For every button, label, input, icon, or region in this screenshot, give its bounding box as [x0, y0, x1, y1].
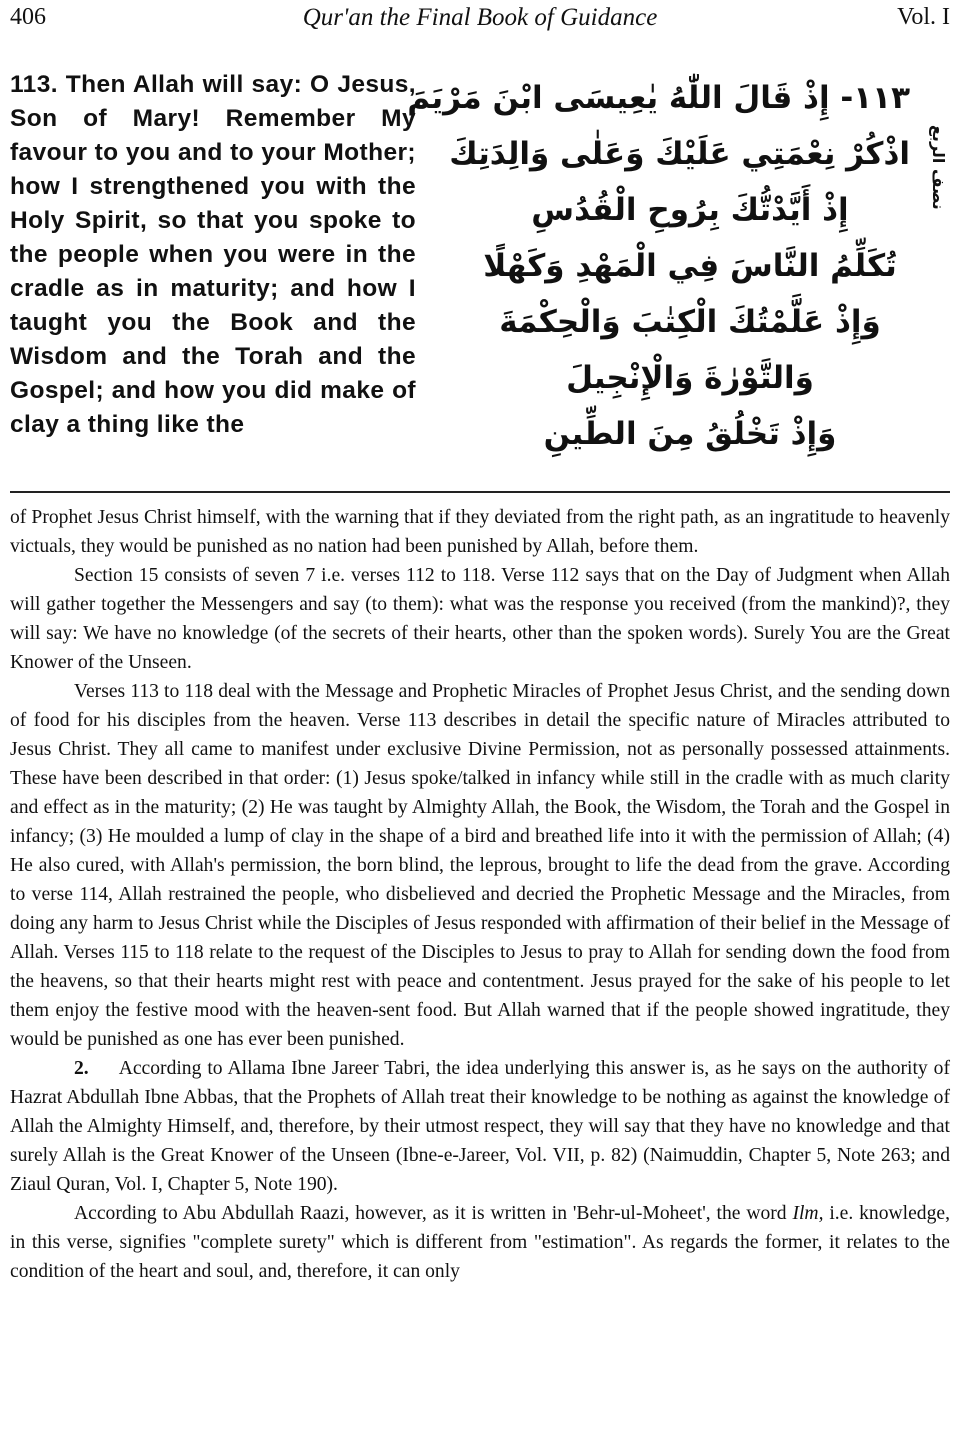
- margin-note: نصف الربع: [929, 124, 948, 210]
- section-divider: [10, 491, 950, 493]
- continuation-paragraph: of Prophet Jesus Christ himself, with the warning that if they deviated from the right path, as an ingratitude to heavenly victuals, they would be punished as no nation had been punished by Allah, before them.: [10, 507, 950, 557]
- verse-arabic: [407, 70, 910, 462]
- arabic-line: اذْكُرْ نِعْمَتِي عَلَيْكَ وَعَلٰى وَالِدَتِكَ: [449, 136, 910, 172]
- book-title: Qur'an the Final Book of Guidance: [302, 4, 658, 31]
- arabic-line: إِذْ أَيَّدْتُّكَ بِرُوحِ الْقُدُسِ: [531, 192, 849, 228]
- raazi-text-2: i.e. knowledge, in this verse, signifies "complete surety" which is different from "estimation". As regards the former, it relates to the condition of the heart and soul, and, therefore, it can only: [10, 1203, 951, 1282]
- commentary: [10, 503, 950, 1286]
- verse-translation-text: 113. Then Allah will say: O Jesus, Son of Mary! Remember My favour to you and to your Mother; how I strengthened you with the Holy Spirit, so that you spoke to the people when you were in the cradle as in maturity; and how I taught you the Book and the Wisdom and the Torah and the Gospel; and how you did make of clay a thing like the: [10, 71, 416, 438]
- volume-label: Vol. I: [897, 4, 950, 30]
- arabic-line: وَالتَّوْرٰةَ وَالْإِنْجِيلَ: [566, 360, 814, 396]
- verse-translation: [10, 68, 416, 442]
- arabic-line: وَإِذْ عَلَّمْتُكَ الْكِتٰبَ وَالْحِكْمَةَ: [499, 304, 881, 340]
- page-number: 406: [10, 4, 46, 30]
- raazi-paragraph: [10, 1199, 950, 1286]
- note-paragraph: [10, 1054, 950, 1199]
- arabic-line: وَإِذْ تَخْلُقُ مِنَ الطِّينِ: [543, 416, 837, 452]
- raazi-term: Ilm,: [792, 1203, 824, 1224]
- section-paragraph: Section 15 consists of seven 7 i.e. verses 112 to 118. Verse 112 says that on the Day of Judgment when Allah will gather together the Messengers and say (to them): what was the response you received (from the mankind)?, they will say: We have no knowledge (of the secrets of their hearts, other than the spoken words). Surely You are the Great Knower of the Unseen.: [10, 565, 950, 673]
- note-text: According to Allama Ibne Jareer Tabri, the idea underlying this answer is, as he says on the authority of Hazrat Abdullah Ibne Abbas, that the Prophets of Allah treat their knowledge to be nothing as against the knowledge of Allah the Almighty Himself, and, therefore, by their utmost respect, they will say that they have no knowledge and that surely Allah is the Great Knower of the Unseen (Ibne-e-Jareer, Vol. VII, p. 82) (Naimuddin, Chapter 5, Note 263; and Ziaul Quran, Vol. I, Chapter 5, Note 190).: [10, 1058, 950, 1195]
- note-number: 2.: [74, 1058, 89, 1079]
- arabic-line: ١١٣- إِذْ قَالَ اللّٰهُ يٰعِيسَى ابْنَ مَرْيَمَ: [407, 80, 910, 116]
- page-header: [10, 4, 950, 34]
- verses-paragraph: Verses 113 to 118 deal with the Message and Prophetic Miracles of Prophet Jesus Christ, and the sending down of food for his disciples from the heaven. Verse 113 describes in detail the specific nature of Miracles attributed to Jesus Christ. They all came to manifest under exclusive Divine Permission, not as personally possessed attainments. These have been described in that order: (1) Jesus spoke/talked in infancy while still in the cradle with as much clarity and effect as in the maturity; (2) He was taught by Almighty Allah, the Book, the Wisdom, the Torah and the Gospel in infancy; (3) He moulded a lump of clay in the shape of a bird and breathed life into it with the permission of Allah; (4) He also cured, with Allah's permission, the born blind, the leprous, brought to life the dead from the grave. According to verse 114, Allah restrained the people, who disbelieved and decried the Prophetic Message and the Miracles, from doing any harm to Jesus Christ while the Disciples of Jesus responded with affirmation of their belief in the Message of Allah. Verses 115 to 118 relate to the request of the Disciples to Jesus to pray to Allah for sending down the food from the heavens, so that their hearts might rest with peace and contentment. Jesus prayed for the sake of his people to let them enjoy the festive mood with the heaven-sent food. But Allah warned that if the people showed ingratitude, they would be punished as one has ever been punished.: [10, 681, 950, 1050]
- raazi-text-1: According to Abu Abdullah Raazi, however, as it is written in 'Behr-ul-Moheet', the word: [74, 1203, 787, 1224]
- arabic-line: تُكَلِّمُ النَّاسَ فِي الْمَهْدِ وَكَهْلًا: [483, 248, 897, 284]
